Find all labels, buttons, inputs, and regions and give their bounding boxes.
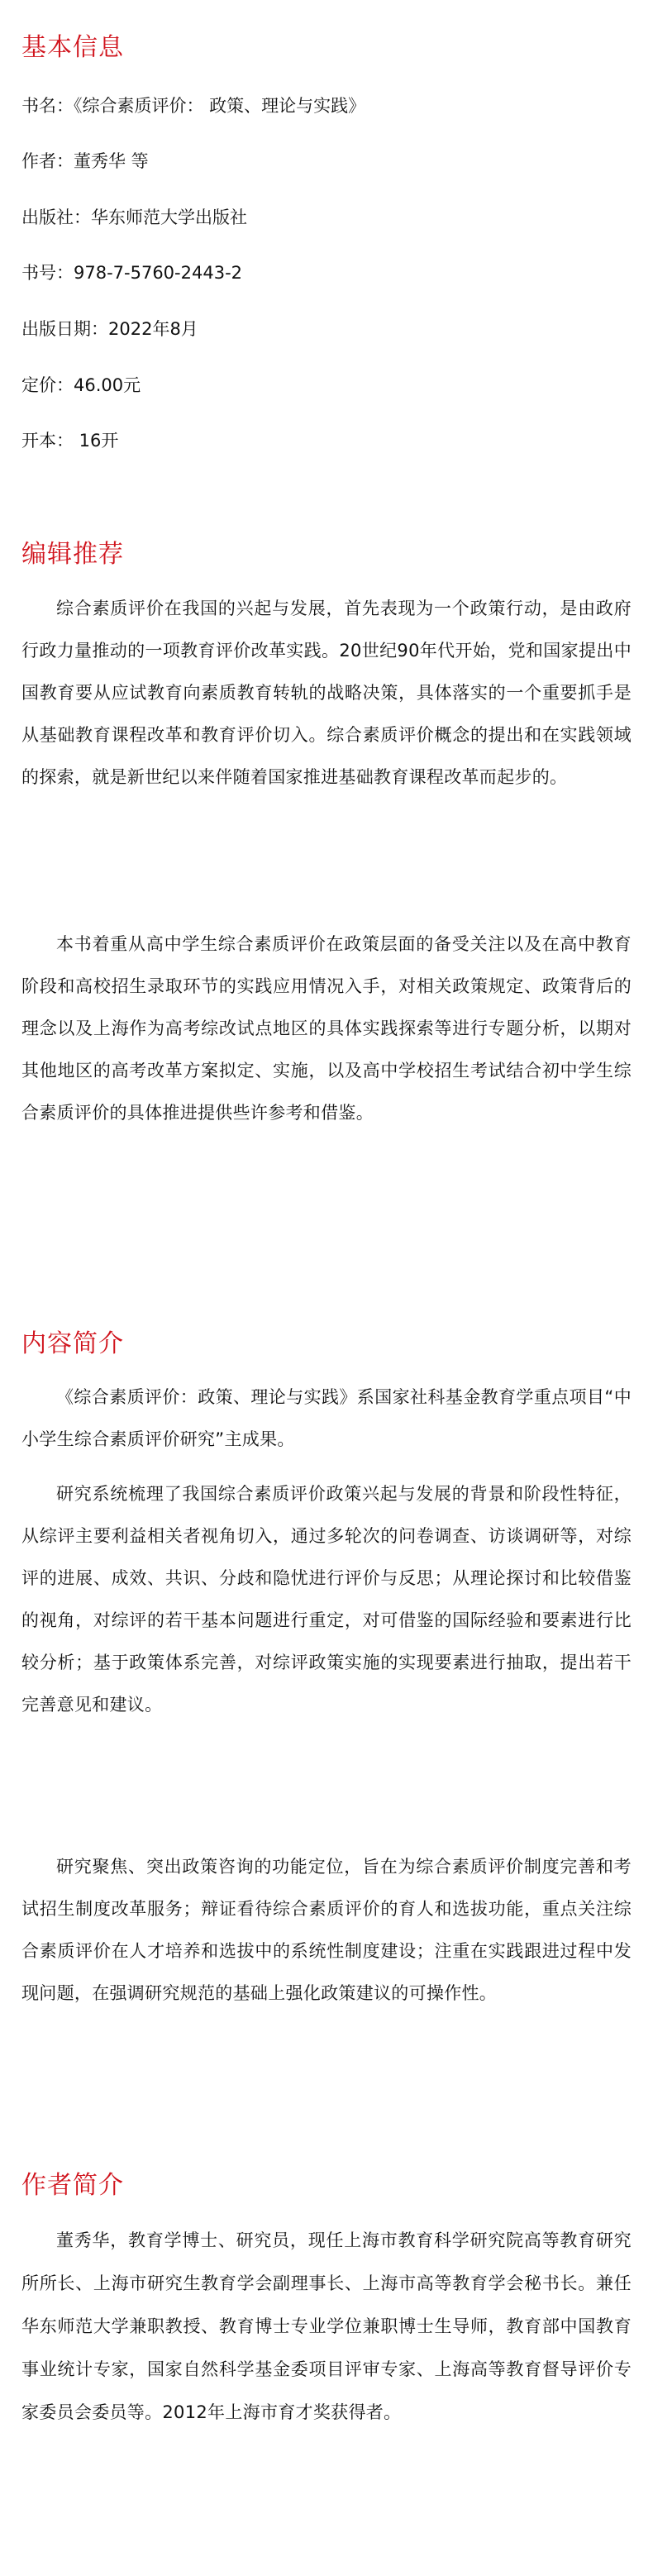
isbn-line: 书号：978-7-5760-2443-2 bbox=[21, 263, 243, 283]
content-summary-heading: 内容简介 bbox=[21, 1329, 124, 1358]
price-line: 定价：46.00元 bbox=[21, 375, 141, 395]
basic-info-heading: 基本信息 bbox=[21, 33, 124, 62]
book-name-line: 书名：《综合素质评价： 政策、理论与实践》 bbox=[21, 96, 366, 116]
editor-recommendation-heading: 编辑推荐 bbox=[21, 540, 124, 569]
publish-date-line: 出版日期：2022年8月 bbox=[21, 319, 198, 339]
content-summary-paragraph-3: 研究聚焦、突出政策咨询的功能定位，旨在为综合素质评价制度完善和考试招生制度改革服务；辩证看待综合素质评价的育人和选拔功能，重点关注综合素质评价在人才培养和选拔中的系统性制度建设；注重在实践跟进过程中发现问题，在强调研究规范的基础上强化政策建议的可操作性。 bbox=[21, 1857, 632, 2003]
format-line: 开本： 16开 bbox=[21, 431, 119, 451]
publisher-line: 出版社：华东师范大学出版社 bbox=[21, 208, 247, 227]
author-intro-paragraph-1: 董秀华，教育学博士、研究员，现任上海市教育科学研究院高等教育研究所所长、上海市研究生教育学会副理事长、上海市高等教育学会秘书长。兼任华东师范大学兼职教授、教育博士专业学位兼职博士生导师，教育部中国教育事业统计专家，国家自然科学基金委项目评审专家、上海高等教育督导评价专家委员会委员等。2012年上海市育才奖获得者。 bbox=[21, 2230, 632, 2422]
editor-recommendation-paragraph-1: 综合素质评价在我国的兴起与发展，首先表现为一个政策行动，是由政府行政力量推动的一项教育评价改革实践。20世纪90年代开始，党和国家提出中国教育要从应试教育向素质教育转轨的战略决策，具体落实的一个重要抓手是从基础教育课程改革和教育评价切入。综合素质评价概念的提出和在实践领域的探索，就是新世纪以来伴随着国家推进基础教育课程改革而起步的。 bbox=[21, 599, 632, 787]
editor-recommendation-paragraph-2: 本书着重从高中学生综合素质评价在政策层面的备受关注以及在高中教育阶段和高校招生录取环节的实践应用情况入手，对相关政策规定、政策背后的理念以及上海作为高考综改试点地区的具体实践探索等进行专题分析，以期对其他地区的高考改革方案拟定、实施，以及高中学校招生考试结合初中学生综合素质评价的具体推进提供些许参考和借鉴。 bbox=[21, 934, 632, 1123]
content-summary-paragraph-1: 《综合素质评价：政策、理论与实践》系国家社科基金教育学重点项目“中小学生综合素质评价研究”主成果。 bbox=[21, 1387, 632, 1449]
author-line: 作者：董秀华 等 bbox=[21, 151, 149, 171]
author-intro-heading: 作者简介 bbox=[21, 2171, 124, 2200]
content-summary-paragraph-2: 研究系统梳理了我国综合素质评价政策兴起与发展的背景和阶段性特征，从综评主要利益相关者视角切入，通过多轮次的问卷调查、访谈调研等，对综评的进展、成效、共识、分歧和隐忧进行评价与反思；从理论探讨和比较借鉴的视角，对综评的若干基本问题进行重定，对可借鉴的国际经验和要素进行比较分析；基于政策体系完善，对综评政策实施的实现要素进行抽取，提出若干完善意见和建议。 bbox=[21, 1484, 632, 1715]
